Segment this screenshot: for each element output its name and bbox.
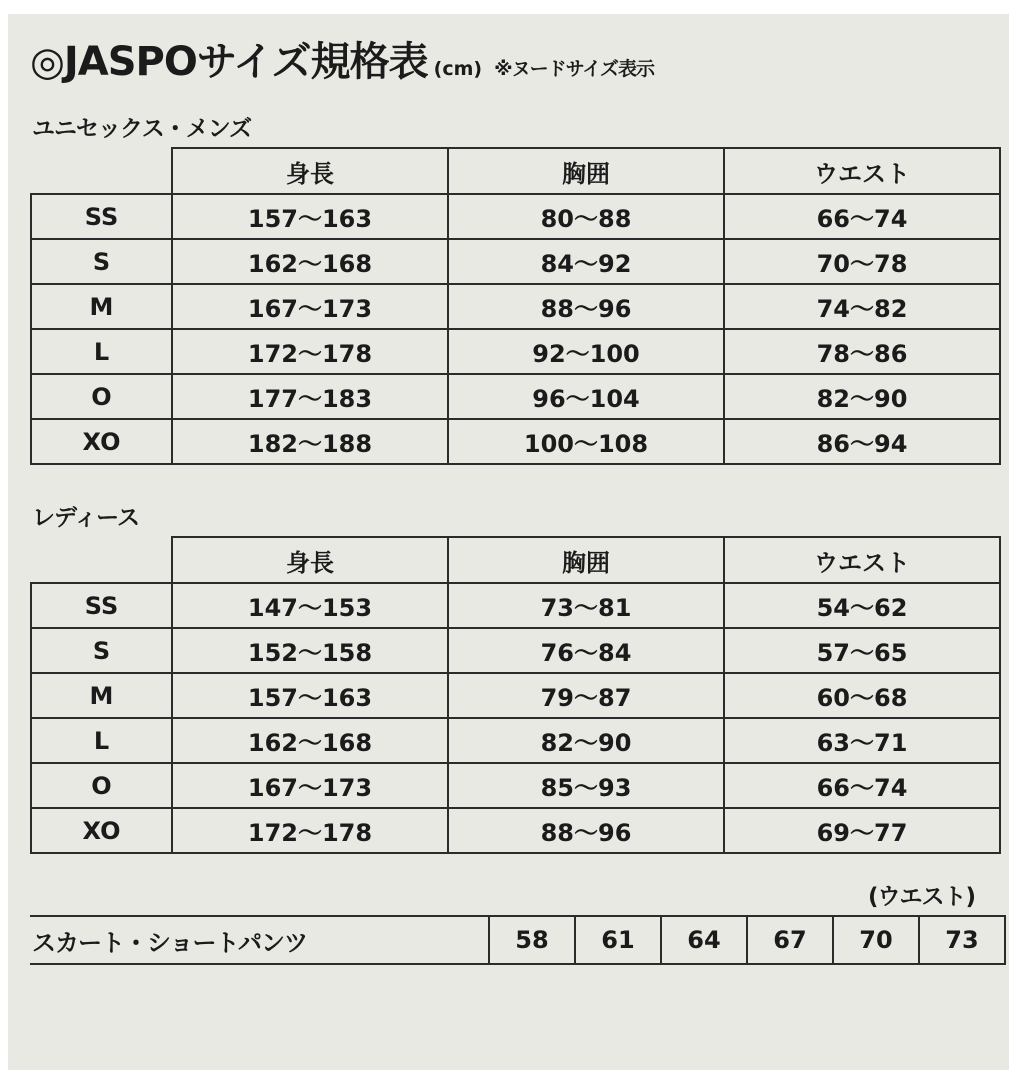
size-table-ladies [30,536,1001,854]
page-title [30,39,987,85]
skirt-waist-value: 58 [489,916,575,964]
table-row [31,239,1000,284]
cell-waist: 86〜94 [724,419,1000,464]
cell-waist: 69〜77 [724,808,1000,853]
cell-size: S [31,239,172,284]
cell-size: XO [31,419,172,464]
cell-height: 157〜163 [172,673,448,718]
table-row [31,808,1000,853]
table-header-row [31,537,1000,583]
skirt-waist-value: 61 [575,916,661,964]
cell-height: 162〜168 [172,718,448,763]
cell-height: 147〜153 [172,583,448,628]
table-row [31,194,1000,239]
cell-waist: 60〜68 [724,673,1000,718]
table-row [31,374,1000,419]
section-caption-unisex: ユニセックス・メンズ [32,116,252,142]
header-cell-waist: ウエスト [724,537,1000,583]
title-note-text: ※ヌードサイズ表示 [494,58,655,80]
cell-size: O [31,763,172,808]
cell-height: 152〜158 [172,628,448,673]
table-row [31,763,1000,808]
cell-height: 167〜173 [172,763,448,808]
cell-size: XO [31,808,172,853]
header-cell-height: 身長 [172,148,448,194]
cell-chest: 79〜87 [448,673,724,718]
section-caption-ladies: レディース [32,505,140,531]
cell-waist: 74〜82 [724,284,1000,329]
cell-chest: 85〜93 [448,763,724,808]
cell-height: 172〜178 [172,329,448,374]
table-row [31,329,1000,374]
cell-size: M [31,284,172,329]
cell-height: 182〜188 [172,419,448,464]
cell-chest: 100〜108 [448,419,724,464]
cell-size: M [31,673,172,718]
skirt-waist-value: 67 [747,916,833,964]
cell-chest: 76〜84 [448,628,724,673]
cell-height: 162〜168 [172,239,448,284]
cell-waist: 70〜78 [724,239,1000,284]
table-row [31,583,1000,628]
table-header-row [31,148,1000,194]
cell-chest: 92〜100 [448,329,724,374]
title-unit-text: (cm) [433,58,483,80]
cell-waist: 63〜71 [724,718,1000,763]
skirt-waist-value: 70 [833,916,919,964]
size-table-unisex [30,147,1001,465]
cell-height: 167〜173 [172,284,448,329]
cell-size: O [31,374,172,419]
cell-chest: 84〜92 [448,239,724,284]
table-row [30,916,1005,964]
cell-size: L [31,718,172,763]
cell-waist: 66〜74 [724,194,1000,239]
cell-chest: 80〜88 [448,194,724,239]
skirt-row-label: スカート・ショートパンツ [30,916,489,964]
skirt-waist-note: (ウエスト) [867,884,975,910]
cell-waist: 78〜86 [724,329,1000,374]
skirt-size-table [30,915,1006,965]
header-cell-size [31,537,172,583]
cell-waist: 54〜62 [724,583,1000,628]
skirt-waist-value: 73 [919,916,1005,964]
cell-chest: 82〜90 [448,718,724,763]
cell-height: 157〜163 [172,194,448,239]
table-row [31,628,1000,673]
header-cell-size [31,148,172,194]
cell-size: S [31,628,172,673]
header-cell-height: 身長 [172,537,448,583]
cell-waist: 66〜74 [724,763,1000,808]
header-cell-waist: ウエスト [724,148,1000,194]
cell-size: L [31,329,172,374]
cell-waist: 82〜90 [724,374,1000,419]
cell-size: SS [31,194,172,239]
cell-chest: 88〜96 [448,808,724,853]
cell-height: 177〜183 [172,374,448,419]
table-row [31,419,1000,464]
header-cell-chest: 胸囲 [448,148,724,194]
table-row [31,718,1000,763]
cell-size: SS [31,583,172,628]
cell-waist: 57〜65 [724,628,1000,673]
table-row [31,284,1000,329]
header-cell-chest: 胸囲 [448,537,724,583]
cell-height: 172〜178 [172,808,448,853]
size-chart-sheet [8,14,1009,1070]
cell-chest: 73〜81 [448,583,724,628]
cell-chest: 88〜96 [448,284,724,329]
table-row [31,673,1000,718]
skirt-waist-value: 64 [661,916,747,964]
title-main-text: ◎JASPOサイズ規格表 [30,39,428,85]
cell-chest: 96〜104 [448,374,724,419]
